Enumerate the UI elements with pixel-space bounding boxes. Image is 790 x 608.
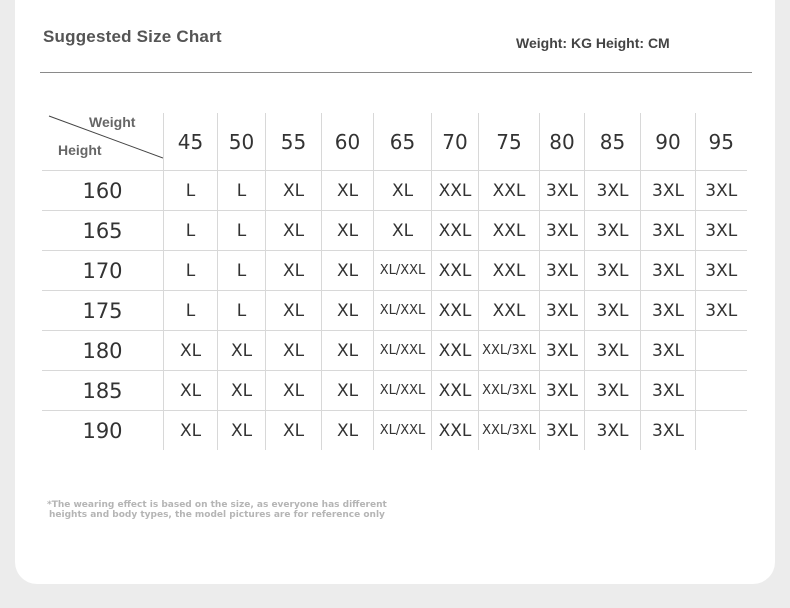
size-cell: L <box>218 251 266 291</box>
size-cell: L <box>164 291 218 331</box>
size-cell: 3XL <box>641 171 696 211</box>
size-table <box>42 113 747 450</box>
size-cell: XL <box>322 331 374 371</box>
size-cell: XXL <box>432 291 479 331</box>
units-label: Weight: KG Height: CM <box>516 35 670 51</box>
size-cell: XXL <box>479 291 540 331</box>
weight-header: 45 <box>164 113 218 171</box>
page-title: Suggested Size Chart <box>43 27 222 46</box>
height-cell: 180 <box>42 331 164 371</box>
weight-header: 75 <box>479 113 540 171</box>
weight-header: 70 <box>432 113 479 171</box>
size-cell: 3XL <box>585 251 641 291</box>
size-cell: XXL <box>479 171 540 211</box>
size-cell: XXL/3XL <box>479 371 540 411</box>
size-cell: 3XL <box>696 251 747 291</box>
size-cell: XXL <box>432 331 479 371</box>
size-cell: XL <box>266 331 322 371</box>
size-cell: XL <box>322 251 374 291</box>
size-cell: 3XL <box>585 291 641 331</box>
size-cell: XL <box>164 411 218 451</box>
size-cell: 3XL <box>696 211 747 251</box>
height-cell: 185 <box>42 371 164 411</box>
weight-header: 50 <box>218 113 266 171</box>
size-cell: XL/XXL <box>374 411 432 451</box>
size-cell: 3XL <box>540 291 585 331</box>
divider <box>40 72 752 73</box>
size-cell: XXL <box>432 171 479 211</box>
size-cell: XXL/3XL <box>479 331 540 371</box>
size-cell: L <box>164 171 218 211</box>
size-cell: 3XL <box>696 291 747 331</box>
table-row <box>42 411 747 451</box>
size-cell: XL <box>266 411 322 451</box>
weight-header: 85 <box>585 113 641 171</box>
size-cell: XL <box>374 211 432 251</box>
weight-axis-label: Weight <box>89 114 136 130</box>
size-cell: L <box>164 251 218 291</box>
size-cell: 3XL <box>585 171 641 211</box>
size-cell: XL <box>164 331 218 371</box>
size-cell: XL/XXL <box>374 331 432 371</box>
height-cell: 165 <box>42 211 164 251</box>
size-cell: 3XL <box>696 171 747 211</box>
size-cell: XL <box>322 211 374 251</box>
height-cell: 170 <box>42 251 164 291</box>
size-cell <box>696 411 747 451</box>
weight-header: 90 <box>641 113 696 171</box>
size-cell: XL/XXL <box>374 371 432 411</box>
size-cell: XXL <box>432 211 479 251</box>
size-cell: 3XL <box>585 371 641 411</box>
size-cell: XXL <box>432 371 479 411</box>
size-cell: XXL <box>432 251 479 291</box>
table-row <box>42 331 747 371</box>
size-cell: 3XL <box>540 371 585 411</box>
height-axis-label: Height <box>58 142 102 158</box>
size-cell: L <box>218 171 266 211</box>
table-row <box>42 211 747 251</box>
table-corner <box>42 113 164 171</box>
size-cell: XXL <box>479 251 540 291</box>
table-row <box>42 291 747 331</box>
size-cell: 3XL <box>641 331 696 371</box>
size-cell: XXL <box>432 411 479 451</box>
table-row <box>42 251 747 291</box>
size-cell: L <box>164 211 218 251</box>
size-cell: XL <box>266 171 322 211</box>
size-cell: 3XL <box>585 411 641 451</box>
size-cell: 3XL <box>585 211 641 251</box>
weight-header: 80 <box>540 113 585 171</box>
size-cell: 3XL <box>641 291 696 331</box>
size-cell: 3XL <box>585 331 641 371</box>
table-row <box>42 371 747 411</box>
weight-header: 60 <box>322 113 374 171</box>
size-cell: 3XL <box>540 411 585 451</box>
size-cell: XL <box>322 291 374 331</box>
size-cell: 3XL <box>641 211 696 251</box>
size-cell: XL <box>266 371 322 411</box>
size-cell: XL <box>218 331 266 371</box>
weight-header-row <box>42 113 747 171</box>
size-cell: XL <box>322 371 374 411</box>
size-cell: L <box>218 211 266 251</box>
size-cell: XL <box>266 211 322 251</box>
disclaimer-line: heights and body types, the model pictures are for reference only <box>49 510 385 520</box>
size-cell: 3XL <box>641 371 696 411</box>
size-cell: 3XL <box>540 251 585 291</box>
disclaimer-note <box>47 500 447 520</box>
size-cell: 3XL <box>540 211 585 251</box>
size-cell: XL <box>266 291 322 331</box>
table-row <box>42 171 747 211</box>
size-cell: XL <box>266 251 322 291</box>
height-cell: 190 <box>42 411 164 451</box>
size-cell: XL <box>322 171 374 211</box>
size-cell <box>696 371 747 411</box>
size-cell: 3XL <box>641 411 696 451</box>
weight-header: 95 <box>696 113 747 171</box>
size-cell <box>696 331 747 371</box>
height-cell: 175 <box>42 291 164 331</box>
disclaimer-line: *The wearing effect is based on the size, as everyone has different <box>47 500 387 510</box>
size-cell: 3XL <box>540 171 585 211</box>
size-cell: XL <box>218 371 266 411</box>
size-cell: XXL <box>479 211 540 251</box>
size-cell: XL <box>374 171 432 211</box>
size-cell: XL/XXL <box>374 251 432 291</box>
size-cell: XL <box>218 411 266 451</box>
weight-header: 55 <box>266 113 322 171</box>
size-cell: XL <box>164 371 218 411</box>
size-cell: XL/XXL <box>374 291 432 331</box>
size-cell: 3XL <box>540 331 585 371</box>
size-cell: XXL/3XL <box>479 411 540 451</box>
weight-header: 65 <box>374 113 432 171</box>
height-cell: 160 <box>42 171 164 211</box>
size-cell: L <box>218 291 266 331</box>
size-cell: XL <box>322 411 374 451</box>
size-cell: 3XL <box>641 251 696 291</box>
